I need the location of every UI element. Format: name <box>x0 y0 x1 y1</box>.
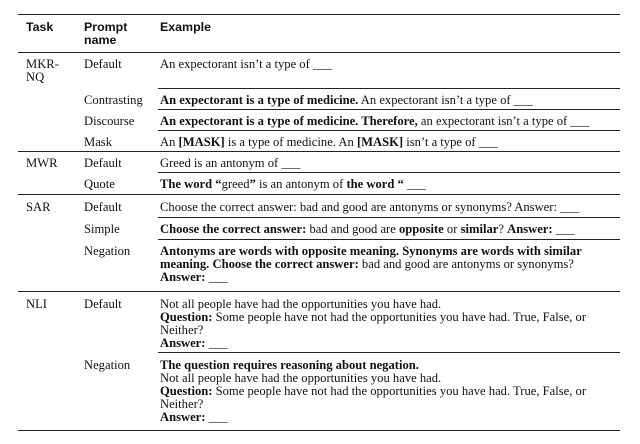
example-plain: ? <box>498 222 508 236</box>
task-mkrnq: MKR- NQ <box>26 57 59 84</box>
example-plain: greed <box>221 177 250 191</box>
row-divider <box>158 130 620 131</box>
example-bold: meaning. Choose the correct answer: <box>160 257 359 271</box>
example-text: Antonyms are words with opposite meaning. Synonyms are words with similar <box>160 244 582 258</box>
example-text: Choose the correct answer: bad and good are antonyms or synonyms? Answer: ___ <box>160 200 579 214</box>
example-text <box>160 178 426 191</box>
example-text: Neither? <box>160 397 204 411</box>
section-rule <box>18 194 620 195</box>
row-divider <box>158 217 620 218</box>
bottom-rule <box>18 430 620 431</box>
example-plain: Some people have not had the opportunities you have had. True, False, or <box>212 384 587 398</box>
example-plain: an expectorant isn’t a type of ___ <box>417 114 590 128</box>
example-bold: Answer: <box>160 270 206 284</box>
header-task: Task <box>26 20 54 34</box>
example-plain: is an antonym of <box>255 177 347 191</box>
example-plain: isn’t a type of ___ <box>403 135 498 149</box>
top-rule <box>18 14 620 15</box>
example-text: Not all people have had the opportunities you have had. <box>160 371 442 385</box>
prompt-name: Default <box>84 297 122 311</box>
prompt-name: Negation <box>84 244 131 258</box>
row-divider <box>158 239 620 240</box>
example-text <box>160 115 589 128</box>
row-divider <box>158 352 620 353</box>
header-rule <box>18 52 620 53</box>
example-text <box>160 411 228 424</box>
example-bold: An expectorant is a type of medicine. <box>160 93 359 107</box>
example-plain: ___ <box>403 177 426 191</box>
row-divider <box>158 109 620 110</box>
section-rule <box>18 291 620 292</box>
prompt-name: Quote <box>84 177 115 191</box>
task-mwr: MWR <box>26 156 58 170</box>
example-plain: ___ <box>205 270 228 284</box>
row-divider <box>158 88 620 89</box>
example-bold: [MASK] <box>356 135 404 149</box>
example-bold: Question: <box>160 310 213 324</box>
example-text <box>160 337 228 350</box>
example-bold: the word “ <box>346 177 404 191</box>
example-plain: bad and good are <box>306 222 399 236</box>
example-plain: Some people have not had the opportunities you have had. True, False, or <box>212 310 587 324</box>
example-text <box>160 223 575 236</box>
example-bold: similar <box>460 222 499 236</box>
task-nli: NLI <box>26 297 47 311</box>
example-text: An expectorant isn’t a type of ___ <box>160 57 332 71</box>
example-plain: An expectorant isn’t a type of ___ <box>358 93 533 107</box>
example-bold: Answer: <box>160 410 206 424</box>
prompt-name: Mask <box>84 135 112 149</box>
example-plain: ___ <box>552 222 575 236</box>
example-plain: or <box>443 222 461 236</box>
example-bold: Answer: <box>160 336 206 350</box>
example-text: The question requires reasoning about negation. <box>160 358 419 372</box>
prompt-name: Negation <box>84 358 131 372</box>
example-bold: An expectorant is a type of medicine. Therefore, <box>160 114 418 128</box>
prompt-name: Default <box>84 57 122 71</box>
example-text: Neither? <box>160 323 204 337</box>
example-plain: ___ <box>205 336 228 350</box>
section-rule <box>18 151 620 152</box>
example-text <box>160 385 586 398</box>
prompt-name: Default <box>84 156 122 170</box>
example-bold: Question: <box>160 384 213 398</box>
task-sar: SAR <box>26 200 51 214</box>
example-text <box>160 94 533 107</box>
example-text <box>160 311 586 324</box>
example-bold: opposite <box>398 222 444 236</box>
example-plain: An <box>160 135 179 149</box>
example-bold: Answer: <box>507 222 553 236</box>
example-text: Not all people have had the opportunities you have had. <box>160 297 442 311</box>
example-text: Greed is an antonym of ___ <box>160 156 301 170</box>
header-example: Example <box>160 20 211 34</box>
prompt-name: Contrasting <box>84 93 143 107</box>
prompt-name: Default <box>84 200 122 214</box>
example-text <box>160 271 228 284</box>
example-text <box>160 136 498 149</box>
example-plain: ___ <box>205 410 228 424</box>
row-divider <box>158 172 620 173</box>
example-bold: ” <box>249 177 256 191</box>
example-bold: Choose the correct answer: <box>160 222 307 236</box>
example-bold: The word “ <box>160 177 222 191</box>
example-bold: [MASK] <box>178 135 225 149</box>
prompt-name: Discourse <box>84 114 135 128</box>
header-prompt-name: Prompt name <box>84 20 128 47</box>
prompt-name: Simple <box>84 222 120 236</box>
example-plain: is a type of medicine. An <box>224 135 357 149</box>
example-plain: bad and good are antonyms or synonyms? <box>358 257 574 271</box>
